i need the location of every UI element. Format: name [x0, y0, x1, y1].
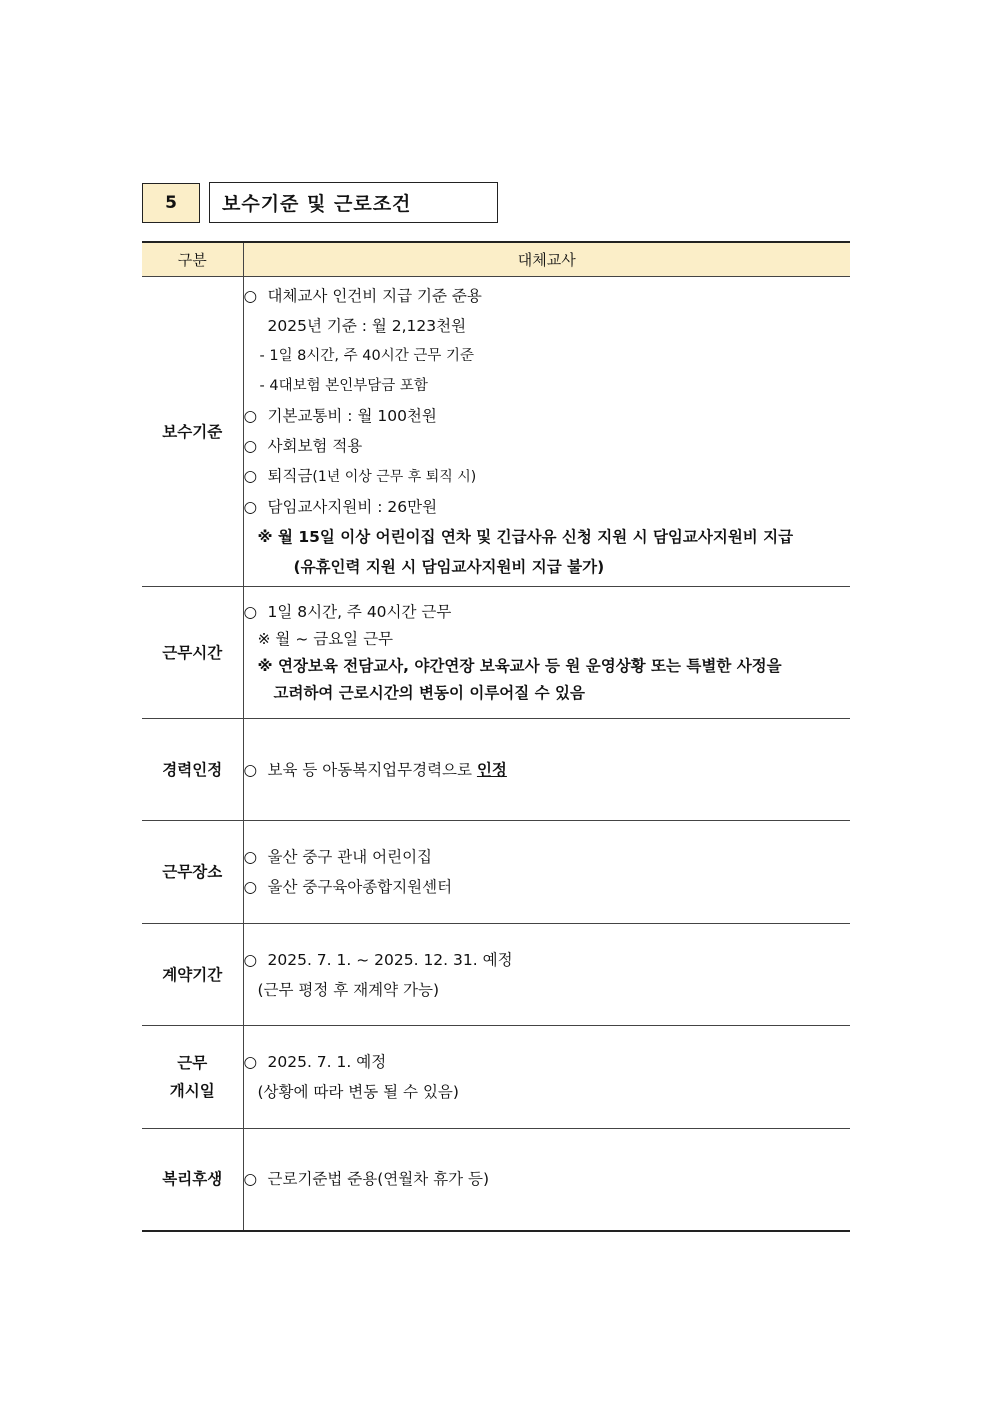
place-line-text: 울산 중구육아종합지원센터: [267, 878, 453, 896]
bullet-icon: ○: [243, 467, 258, 485]
row-content-place: [243, 821, 850, 924]
row-label-pay: 보수기준: [142, 277, 243, 587]
bullet-icon: ○: [243, 602, 258, 621]
start-line-text: 2025. 7. 1. 예정: [267, 1053, 387, 1071]
row-label-place: 근무장소: [142, 821, 243, 924]
row-content-career: [243, 719, 850, 821]
career-line-text: 보육 등 아동복지업무경력으로: [267, 760, 473, 779]
welfare-line-text: 근로기준법 준용(연월차 휴가 등): [267, 1170, 490, 1189]
bullet-icon: ○: [243, 498, 258, 516]
row-label-career: 경력인정: [142, 719, 243, 821]
table-header-row: [142, 242, 850, 277]
row-label-start: [142, 1026, 243, 1129]
table-row-pay: [142, 277, 850, 587]
row-content-hours: [243, 587, 850, 719]
bullet-icon: ○: [243, 848, 258, 866]
contract-line: (근무 평정 후 재계약 가능): [257, 980, 440, 999]
hours-line: [244, 599, 851, 626]
row-label-welfare: 복리후생: [142, 1129, 243, 1231]
table-row-welfare: [142, 1129, 850, 1231]
pay-line: 2025년 기준 : 월 2,123천원: [267, 317, 467, 335]
table-row-start: [142, 1026, 850, 1129]
bullet-icon: ○: [243, 287, 258, 305]
contract-line: [244, 945, 851, 975]
table-row-career: [142, 719, 850, 821]
bullet-icon: ○: [243, 760, 258, 779]
pay-line: [244, 401, 851, 431]
hours-line-text: 1일 8시간, 주 40시간 근무: [267, 602, 452, 621]
hours-note: ※ 연장보육 전담교사, 야간연장 보육교사 등 원 운영상황 또는 특별한 사정을: [257, 656, 782, 675]
start-line: (상황에 따라 변동 될 수 있음): [257, 1083, 459, 1101]
table-row-contract: [142, 924, 850, 1026]
pay-line: [244, 461, 851, 492]
place-line: [244, 872, 851, 902]
pay-line-text: 대체교사 인건비 지급 기준 준용: [267, 287, 482, 305]
hours-line: ※ 월 ~ 금요일 근무: [257, 629, 394, 648]
career-emphasis: 인정: [476, 760, 507, 779]
contract-line-text: 2025. 7. 1. ~ 2025. 12. 31. 예정: [267, 950, 513, 969]
conditions-table: [142, 241, 850, 1232]
pay-note: (유휴인력 지원 시 담임교사지원비 지급 불가): [293, 558, 605, 576]
row-content-start: [243, 1026, 850, 1129]
pay-note: ※ 월 15일 이상 어린이집 연차 및 긴급사유 신청 지원 시 담임교사지원비 지급: [257, 528, 794, 546]
pay-line: [244, 431, 851, 461]
pay-line-text: 기본교통비 : 월 100천원: [267, 407, 437, 425]
table-row-hours: [142, 587, 850, 719]
bullet-icon: ○: [243, 878, 258, 896]
row-content-contract: [243, 924, 850, 1026]
bullet-icon: ○: [243, 437, 258, 455]
start-line: [244, 1047, 851, 1077]
hours-note: 고려하여 근로시간의 변동이 이루어질 수 있음: [273, 683, 585, 702]
bullet-icon: ○: [243, 1170, 258, 1189]
row-label-start-line2: 개시일: [169, 1082, 215, 1100]
welfare-line: [244, 1164, 851, 1194]
row-label-start-line1: 근무: [177, 1054, 208, 1072]
pay-line-text: 사회보험 적용: [267, 437, 363, 455]
row-content-welfare: [243, 1129, 850, 1231]
pay-line-text: 퇴직금: [267, 467, 313, 485]
row-label-hours: 근무시간: [142, 587, 243, 719]
place-line: [244, 842, 851, 872]
section-title: 보수기준 및 근로조건: [209, 182, 498, 223]
place-line-text: 울산 중구 관내 어린이집: [267, 848, 433, 866]
table-row-place: [142, 821, 850, 924]
bullet-icon: ○: [243, 407, 258, 425]
career-line: [244, 755, 851, 785]
bullet-icon: ○: [243, 950, 258, 969]
pay-line: [244, 281, 851, 311]
header-teacher: 대체교사: [243, 242, 850, 277]
pay-line: - 1일 8시간, 주 40시간 근무 기준: [259, 348, 474, 364]
pay-line: - 4대보험 본인부담금 포함: [259, 378, 428, 394]
pay-line: [244, 492, 851, 522]
row-label-contract: 계약기간: [142, 924, 243, 1026]
row-content-pay: [243, 277, 850, 587]
header-category: 구분: [142, 242, 243, 277]
section-number: 5: [142, 183, 200, 223]
pay-line-text: 담임교사지원비 : 26만원: [267, 498, 438, 516]
bullet-icon: ○: [243, 1053, 258, 1071]
pay-line-note: (1년 이상 근무 후 퇴직 시): [312, 469, 477, 485]
